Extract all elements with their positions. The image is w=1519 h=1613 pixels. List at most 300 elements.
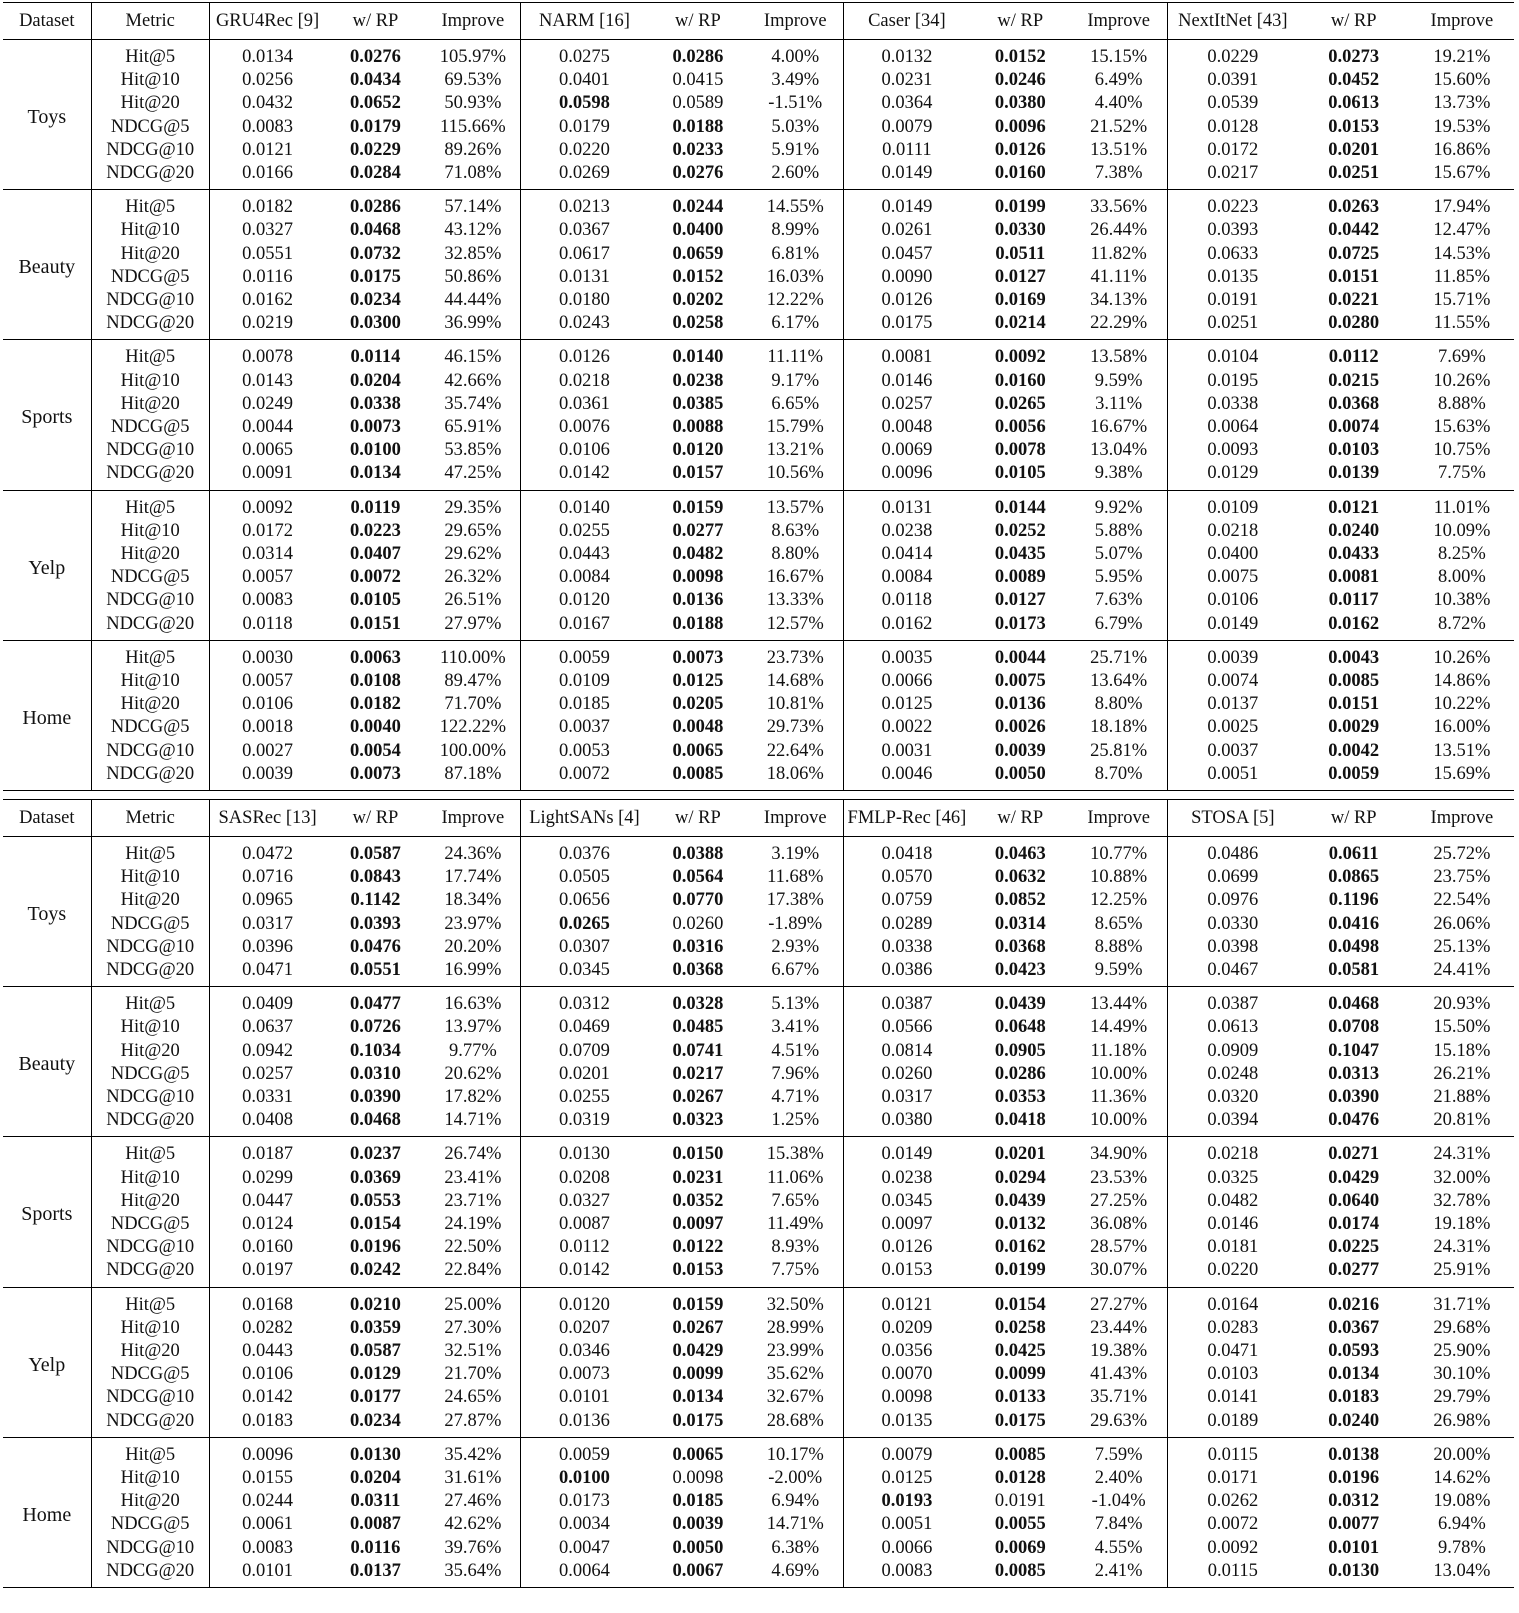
value-cell: 0.0125 <box>843 1467 970 1490</box>
best-value: 0.0390 <box>350 1087 401 1108</box>
best-value: 0.0026 <box>994 717 1046 738</box>
best-value: 0.0127 <box>994 590 1046 611</box>
value-cell: 4.40% <box>1094 93 1143 114</box>
value-cell: 0.0201 <box>521 1063 648 1086</box>
best-value: 0.0201 <box>1328 139 1380 160</box>
best-value: 0.0130 <box>1328 1560 1380 1581</box>
value-cell: 20.81% <box>1433 1110 1491 1131</box>
metric-label: Hit@5 <box>91 987 209 1017</box>
value-cell-best <box>325 1213 425 1236</box>
best-value: 0.0246 <box>994 70 1046 91</box>
value-cell-best <box>325 866 425 889</box>
table-row <box>3 1063 1514 1086</box>
value-cell: 0.0101 <box>209 1560 325 1588</box>
value-cell: 30.07% <box>1090 1260 1148 1281</box>
metric-label: NDCG@10 <box>91 1086 209 1109</box>
value-cell-best <box>648 1437 748 1467</box>
best-value: 0.0152 <box>672 266 724 287</box>
metric-label: Hit@10 <box>91 1317 209 1340</box>
value-cell-best <box>325 1490 425 1513</box>
value-cell-best <box>1298 219 1410 242</box>
best-value: 0.0159 <box>672 497 724 518</box>
metric-label: Hit@20 <box>91 889 209 912</box>
value-cell: 10.38% <box>1433 590 1491 611</box>
best-value: 0.0368 <box>994 936 1046 957</box>
metric-label: Hit@10 <box>91 1016 209 1039</box>
best-value: 0.0217 <box>672 1063 724 1084</box>
best-value: 0.0434 <box>350 70 401 91</box>
value-cell: 11.11% <box>767 347 824 368</box>
value-cell-best <box>970 1109 1070 1137</box>
metric-label: Hit@5 <box>91 340 209 370</box>
table-row <box>3 1560 1514 1588</box>
value-cell-best <box>325 69 425 92</box>
header-base2: LightSANs [4] <box>521 800 648 837</box>
value-cell: 115.66% <box>440 116 506 137</box>
value-cell: 8.63% <box>771 520 820 541</box>
best-value: 0.0368 <box>672 960 724 981</box>
value-cell: 0.0387 <box>843 987 970 1017</box>
value-cell-best <box>648 439 748 462</box>
value-cell-best <box>1298 566 1410 589</box>
value-cell-best <box>1298 1190 1410 1213</box>
value-cell: 17.94% <box>1433 197 1491 218</box>
table-row <box>3 670 1514 693</box>
table-row <box>3 716 1514 739</box>
table-row <box>3 1040 1514 1063</box>
value-cell: 0.0447 <box>209 1190 325 1213</box>
value-cell-best <box>970 866 1070 889</box>
metric-label: Hit@5 <box>91 1137 209 1167</box>
best-value: 0.0130 <box>350 1444 401 1465</box>
header-row <box>3 800 1514 837</box>
metric-label: Hit@10 <box>91 670 209 693</box>
value-cell: 11.06% <box>767 1167 824 1188</box>
value-cell-best <box>1298 837 1410 867</box>
value-cell-best <box>970 740 1070 763</box>
value-cell: 2.40% <box>1094 1468 1143 1489</box>
table-row <box>3 1190 1514 1213</box>
best-value: 0.0240 <box>1328 520 1380 541</box>
table-row <box>3 866 1514 889</box>
value-cell: 0.0471 <box>1167 1340 1297 1363</box>
value-cell: 0.0393 <box>1167 219 1297 242</box>
header-metric: Metric <box>91 3 209 40</box>
best-value: 0.0134 <box>1328 1364 1380 1385</box>
value-cell: 15.60% <box>1433 70 1491 91</box>
value-cell-best <box>325 1137 425 1167</box>
value-cell: 8.80% <box>1094 694 1143 715</box>
value-cell: 0.0162 <box>843 613 970 641</box>
best-value: 0.0050 <box>994 763 1046 784</box>
value-cell: 19.08% <box>1433 1491 1491 1512</box>
value-cell: 46.15% <box>444 347 502 368</box>
best-value: 0.0103 <box>1328 440 1380 461</box>
best-value: 0.0463 <box>994 844 1046 864</box>
value-cell: 29.35% <box>444 497 502 518</box>
value-cell: 30.10% <box>1433 1364 1491 1385</box>
table-row <box>3 740 1514 763</box>
value-cell-best <box>325 1063 425 1086</box>
value-cell: 0.0106 <box>1167 589 1297 612</box>
value-cell: 18.34% <box>444 890 502 911</box>
value-cell-best <box>325 693 425 716</box>
value-cell-best <box>325 1109 425 1137</box>
value-cell: 24.31% <box>1433 1237 1491 1258</box>
best-value: 0.0132 <box>994 1214 1046 1235</box>
value-cell: 15.15% <box>1090 47 1148 67</box>
value-cell: 8.70% <box>1094 763 1143 784</box>
value-cell: 0.0083 <box>209 1537 325 1560</box>
metric-label: Hit@5 <box>91 837 209 867</box>
value-cell: 6.79% <box>1094 613 1143 634</box>
table-row <box>3 139 1514 162</box>
value-cell: 87.18% <box>444 763 502 784</box>
value-cell: 14.62% <box>1433 1468 1491 1489</box>
best-value: 0.0433 <box>1328 544 1380 565</box>
table-row <box>3 1086 1514 1109</box>
header-imp1: Improve <box>441 11 505 31</box>
value-cell-best <box>1298 190 1410 220</box>
value-cell-best <box>1298 936 1410 959</box>
value-cell-best <box>648 1040 748 1063</box>
best-value: 0.0393 <box>350 913 401 934</box>
value-cell: 22.50% <box>444 1237 502 1258</box>
value-cell: 0.0109 <box>521 670 648 693</box>
value-cell-best <box>970 1410 1070 1438</box>
value-cell: 50.86% <box>444 266 502 287</box>
best-value: 0.0233 <box>672 139 724 160</box>
value-cell: 0.0078 <box>209 340 325 370</box>
value-cell-best <box>1298 1016 1410 1039</box>
table-row <box>3 340 1514 370</box>
value-cell: 0.0327 <box>209 219 325 242</box>
value-cell: 0.0469 <box>521 1016 648 1039</box>
value-cell-best <box>325 1560 425 1588</box>
best-value: 0.0485 <box>672 1017 724 1038</box>
value-cell: 29.73% <box>766 717 824 738</box>
value-cell: 0.0312 <box>521 987 648 1017</box>
best-value: 0.0477 <box>350 994 401 1015</box>
value-cell-best <box>325 219 425 242</box>
value-cell-best <box>325 243 425 266</box>
value-cell: 32.67% <box>766 1387 824 1408</box>
value-cell-best <box>1298 987 1410 1017</box>
value-cell: 0.0167 <box>521 613 648 641</box>
best-value: 0.0429 <box>1328 1167 1380 1188</box>
value-cell: 27.30% <box>444 1317 502 1338</box>
value-cell: 35.62% <box>766 1364 824 1385</box>
value-cell: 0.0633 <box>1167 243 1297 266</box>
value-cell-best <box>648 740 748 763</box>
table-row <box>3 92 1514 115</box>
value-cell: 0.0255 <box>521 520 648 543</box>
value-cell-best <box>325 462 425 490</box>
value-cell-best <box>325 190 425 220</box>
metric-label: NDCG@20 <box>91 1259 209 1287</box>
value-cell: 6.94% <box>771 1491 820 1512</box>
metric-label: NDCG@5 <box>91 1513 209 1536</box>
best-value: 0.0632 <box>994 867 1046 888</box>
value-cell: 0.0098 <box>672 1468 724 1489</box>
value-cell: 12.47% <box>1433 220 1491 241</box>
value-cell: 0.0034 <box>521 1513 648 1536</box>
value-cell: 0.0039 <box>1167 640 1297 670</box>
best-value: 0.0140 <box>672 347 724 368</box>
value-cell: 0.0231 <box>843 69 970 92</box>
header-imp3: Improve <box>1087 808 1150 828</box>
dataset-label: Yelp <box>28 1353 66 1376</box>
value-cell-best <box>648 1259 748 1287</box>
best-value: 0.0435 <box>994 544 1046 565</box>
value-cell-best <box>648 219 748 242</box>
best-value: 0.0267 <box>672 1087 724 1108</box>
value-cell-best <box>648 1363 748 1386</box>
value-cell: 15.71% <box>1433 290 1491 311</box>
value-cell: 4.00% <box>771 47 820 67</box>
value-cell: 0.0140 <box>521 490 648 520</box>
dataset-group-sports <box>3 1137 1514 1287</box>
value-cell: 0.0128 <box>1167 116 1297 139</box>
value-cell: 0.0197 <box>209 1259 325 1287</box>
value-cell-best <box>648 1137 748 1167</box>
value-cell: 0.0269 <box>521 162 648 190</box>
best-value: 0.0468 <box>350 220 401 241</box>
best-value: 0.0116 <box>350 1537 401 1558</box>
value-cell-best <box>648 340 748 370</box>
value-cell-best <box>648 1287 748 1317</box>
metric-label: NDCG@5 <box>91 566 209 589</box>
value-cell-best <box>970 462 1070 490</box>
value-cell: 0.0317 <box>843 1086 970 1109</box>
value-cell: 0.0243 <box>521 312 648 340</box>
value-cell-best <box>970 1137 1070 1167</box>
value-cell: 14.53% <box>1433 243 1491 264</box>
value-cell: 0.0716 <box>209 866 325 889</box>
best-value: 0.0314 <box>994 913 1046 934</box>
value-cell-best <box>970 1040 1070 1063</box>
best-value: 0.0029 <box>1328 717 1380 738</box>
value-cell: 0.0208 <box>521 1167 648 1190</box>
value-cell: 7.38% <box>1094 163 1143 184</box>
value-cell-best <box>1298 520 1410 543</box>
value-cell-best <box>1298 40 1410 70</box>
value-cell: 26.21% <box>1433 1063 1491 1084</box>
best-value: 0.0085 <box>994 1444 1046 1465</box>
best-value: 0.0468 <box>1328 994 1380 1015</box>
value-cell: 0.0539 <box>1167 92 1297 115</box>
best-value: 0.0732 <box>350 243 401 264</box>
value-cell: -1.89% <box>768 913 823 934</box>
value-cell-best <box>325 289 425 312</box>
metric-label: NDCG@5 <box>91 416 209 439</box>
value-cell: 0.0414 <box>843 543 970 566</box>
value-cell: 32.50% <box>766 1294 824 1315</box>
value-cell-best <box>648 1317 748 1340</box>
value-cell-best <box>648 670 748 693</box>
value-cell: 0.0072 <box>521 763 648 791</box>
header-imp2: Improve <box>763 11 827 31</box>
metric-label: Hit@20 <box>91 1190 209 1213</box>
value-cell: 26.44% <box>1090 220 1148 241</box>
value-cell: 0.0217 <box>1167 162 1297 190</box>
value-cell: 27.97% <box>444 613 502 634</box>
best-value: 0.0265 <box>994 393 1046 414</box>
metric-label: NDCG@10 <box>91 289 209 312</box>
best-value: 0.0313 <box>1328 1063 1380 1084</box>
value-cell-best <box>843 1490 970 1513</box>
best-value: 0.0553 <box>350 1190 401 1211</box>
best-value: 0.0067 <box>672 1560 724 1581</box>
value-cell: 0.0218 <box>1167 1137 1297 1167</box>
best-value: 0.0056 <box>994 417 1046 438</box>
value-cell: 0.0255 <box>521 1086 648 1109</box>
value-cell-best <box>648 462 748 490</box>
value-cell: 10.09% <box>1433 520 1491 541</box>
value-cell: 23.71% <box>444 1190 502 1211</box>
table-row <box>3 1467 1514 1490</box>
value-cell: 43.12% <box>444 220 502 241</box>
best-value: 0.0598 <box>559 93 610 114</box>
table-row <box>3 936 1514 959</box>
value-cell-best <box>325 763 425 791</box>
dataset-label: Toys <box>27 903 67 925</box>
metric-label: NDCG@20 <box>91 763 209 791</box>
value-cell: 0.0589 <box>672 93 724 114</box>
value-cell-best <box>648 1236 748 1259</box>
value-cell-best <box>648 139 748 162</box>
value-cell: 6.94% <box>1437 1514 1486 1535</box>
value-cell-best <box>970 1363 1070 1386</box>
value-cell: 16.63% <box>444 994 502 1015</box>
best-value: 0.0429 <box>672 1341 724 1362</box>
value-cell: 0.0398 <box>1167 936 1297 959</box>
value-cell-best <box>1298 1386 1410 1409</box>
value-cell: 20.62% <box>444 1063 502 1084</box>
value-cell-best <box>1298 1513 1410 1536</box>
best-value: 0.0096 <box>994 116 1046 137</box>
best-value: 0.0652 <box>350 93 401 114</box>
value-cell-best <box>648 266 748 289</box>
metric-label: NDCG@10 <box>91 1236 209 1259</box>
table-row <box>3 693 1514 716</box>
metric-label: NDCG@20 <box>91 613 209 641</box>
value-cell-best <box>325 1287 425 1317</box>
value-cell: 0.0364 <box>843 92 970 115</box>
value-cell-best <box>1298 1213 1410 1236</box>
value-cell: 14.55% <box>766 197 824 218</box>
value-cell: 27.87% <box>444 1410 502 1431</box>
value-cell: 6.17% <box>771 313 820 334</box>
metric-label: NDCG@5 <box>91 116 209 139</box>
value-cell: 0.0118 <box>209 613 325 641</box>
table-row <box>3 520 1514 543</box>
value-cell: 2.60% <box>771 163 820 184</box>
value-cell: 17.82% <box>444 1087 502 1108</box>
best-value: 0.0185 <box>672 1491 724 1512</box>
value-cell-best <box>648 837 748 867</box>
best-value: 0.0369 <box>350 1167 401 1188</box>
value-cell: 0.0709 <box>521 1040 648 1063</box>
table-row <box>3 162 1514 190</box>
value-cell: 0.0183 <box>209 1410 325 1438</box>
best-value: 0.0210 <box>350 1294 401 1315</box>
value-cell: 0.0613 <box>1167 1016 1297 1039</box>
best-value: 0.0089 <box>994 567 1046 588</box>
value-cell: 21.88% <box>1433 1087 1491 1108</box>
value-cell: 0.0209 <box>843 1317 970 1340</box>
value-cell: 0.0229 <box>1167 40 1297 70</box>
best-value: 0.0040 <box>350 717 401 738</box>
value-cell: 0.0069 <box>843 439 970 462</box>
value-cell-best <box>648 116 748 139</box>
metric-label: Hit@10 <box>91 370 209 393</box>
best-value: 0.0121 <box>1328 497 1380 518</box>
value-cell-best <box>1298 243 1410 266</box>
best-value: 0.0144 <box>994 497 1046 518</box>
best-value: 0.0294 <box>994 1167 1046 1188</box>
value-cell-best <box>325 913 425 936</box>
best-value: 0.0072 <box>350 567 401 588</box>
best-value: 0.0905 <box>994 1040 1046 1061</box>
header-imp3: Improve <box>1087 11 1150 31</box>
value-cell: 32.51% <box>444 1341 502 1362</box>
value-cell: 0.0409 <box>209 987 325 1017</box>
metric-label: NDCG@5 <box>91 913 209 936</box>
value-cell: 5.88% <box>1094 520 1143 541</box>
value-cell: 5.07% <box>1094 544 1143 565</box>
best-value: 0.0263 <box>1328 197 1380 218</box>
value-cell: 0.0129 <box>1167 462 1297 490</box>
value-cell-best <box>970 837 1070 867</box>
metric-label: Hit@20 <box>91 393 209 416</box>
value-cell: 0.0090 <box>843 266 970 289</box>
table-row <box>3 69 1514 92</box>
dataset-label: Sports <box>21 406 73 429</box>
best-value: 0.0127 <box>994 266 1046 287</box>
header-rp3: w/ RP <box>997 808 1044 828</box>
value-cell: 0.0118 <box>843 589 970 612</box>
table-row <box>3 40 1514 70</box>
value-cell-best <box>1298 716 1410 739</box>
best-value: 0.0128 <box>994 1468 1046 1489</box>
value-cell-best <box>970 243 1070 266</box>
value-cell: 7.75% <box>771 1260 820 1281</box>
value-cell: 5.95% <box>1094 567 1143 588</box>
value-cell: 10.81% <box>766 694 824 715</box>
value-cell: 0.0282 <box>209 1317 325 1340</box>
best-value: 0.0173 <box>994 613 1046 634</box>
table-row <box>3 462 1514 490</box>
value-cell: 42.66% <box>444 370 502 391</box>
best-value: 0.0078 <box>994 440 1046 461</box>
value-cell-best <box>970 190 1070 220</box>
value-cell-best <box>325 1016 425 1039</box>
value-cell-best <box>1298 1109 1410 1137</box>
metric-label: Hit@5 <box>91 490 209 520</box>
value-cell: 0.0037 <box>521 716 648 739</box>
best-value: 0.0265 <box>559 913 610 934</box>
value-cell: 89.26% <box>444 139 502 160</box>
best-value: 0.0100 <box>559 1468 610 1489</box>
metric-label: Hit@20 <box>91 1040 209 1063</box>
table-row <box>3 416 1514 439</box>
value-cell: 29.79% <box>1433 1387 1491 1408</box>
value-cell: 11.36% <box>1090 1087 1147 1108</box>
best-value: 0.0119 <box>350 497 401 518</box>
value-cell-best <box>1298 266 1410 289</box>
value-cell: 0.0115 <box>1167 1560 1297 1588</box>
